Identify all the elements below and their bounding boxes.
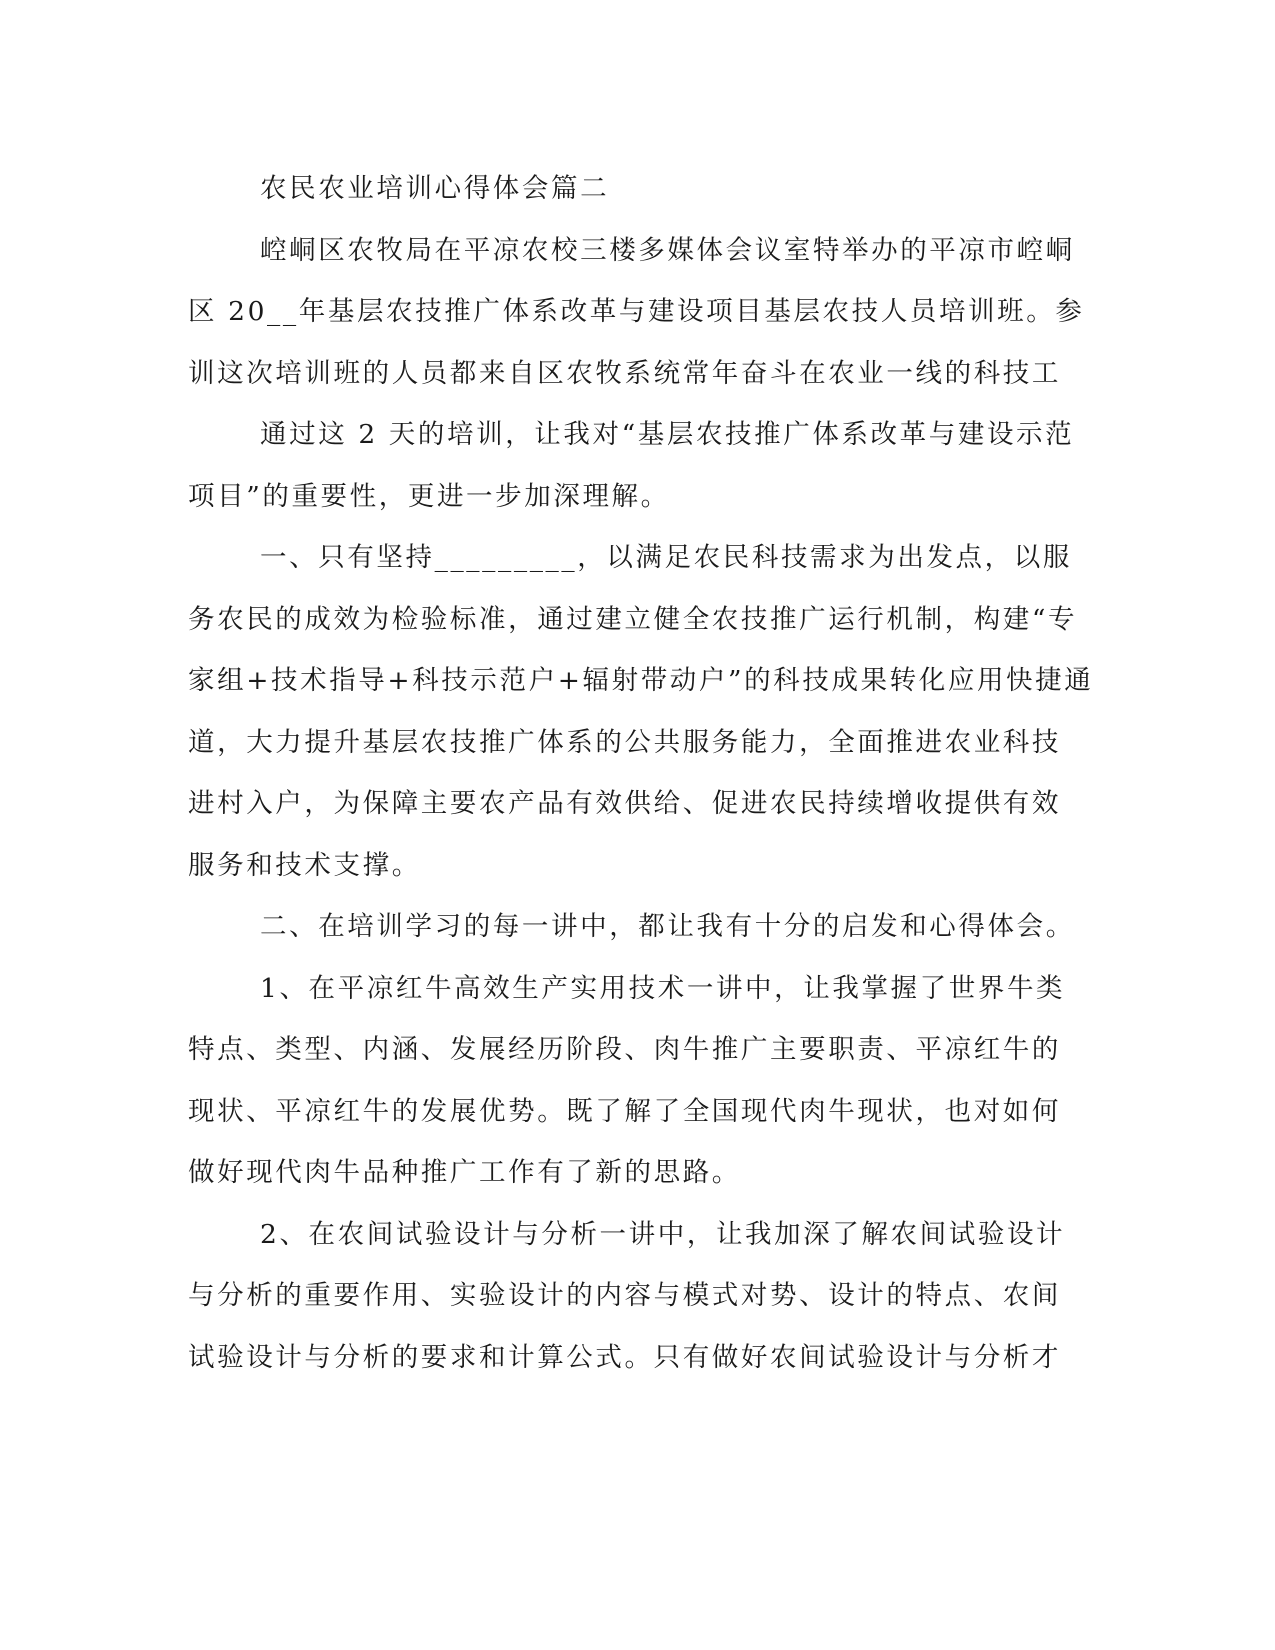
paragraph-line: 通过这 2 天的培训，让我对“基层农技推广体系改革与建设示范 [260,419,1075,450]
paragraph-line: 做好现代肉牛品种推广工作有了新的思路。 [188,1157,741,1188]
paragraph-line: 试验设计与分析的要求和计算公式。只有做好农间试验设计与分析才 [188,1341,1061,1373]
paragraph-line: 家组+技术指导+科技示范户+辐射带动户”的科技成果转化应用快捷通 [188,665,1094,696]
paragraph-line: 道，大力提升基层农技推广体系的公共服务能力，全面推进农业科技 [188,726,1061,758]
paragraph-line: 二、在培训学习的每一讲中，都让我有十分的启发和心得体会。 [260,911,1075,942]
paragraph-line: 务农民的成效为检验标准，通过建立健全农技推广运行机制，构建“专 [188,603,1078,635]
paragraph-line: 现状、平凉红牛的发展优势。既了解了全国现代肉牛现状，也对如何 [188,1095,1061,1127]
paragraph-line: 训这次培训班的人员都来自区农牧系统常年奋斗在农业一线的科技工 [188,357,1061,389]
paragraph-line: 崆峒区农牧局在平凉农校三楼多媒体会议室特举办的平凉市崆峒 [260,234,1075,266]
paragraph-line: 特点、类型、内涵、发展经历阶段、肉牛推广主要职责、平凉红牛的 [188,1034,1061,1065]
paragraph-4 [188,896,1075,958]
paragraph-line: 项目”的重要性，更进一步加深理解。 [188,480,670,512]
document-title: 农民农业培训心得体会篇二 [260,173,610,204]
paragraph-line: 服务和技术支撑。 [188,849,421,881]
paragraph-line: 与分析的重要作用、实验设计的内容与模式对势、设计的特点、农间 [188,1280,1061,1311]
paragraph-1 [188,220,1085,405]
paragraph-3 [188,527,1094,896]
paragraph-line: 进村入户，为保障主要农产品有效供给、促进农民持续增收提供有效 [188,788,1061,819]
paragraph-line: 2、在农间试验设计与分析一讲中，让我加深了解农间试验设计 [260,1218,1066,1250]
paragraph-line: 一、只有坚持_________，以满足农民科技需求为出发点，以服 [260,542,1072,573]
paragraph-2 [188,404,1075,527]
paragraph-6 [188,1204,1068,1389]
paragraph-5 [188,958,1068,1204]
paragraph-line: 1、在平凉红牛高效生产实用技术一讲中，让我掌握了世界牛类 [260,972,1066,1004]
document-body [188,158,1094,1388]
paragraph-line: 区 20__年基层农技推广体系改革与建设项目基层农技人员培训班。参 [188,296,1085,327]
